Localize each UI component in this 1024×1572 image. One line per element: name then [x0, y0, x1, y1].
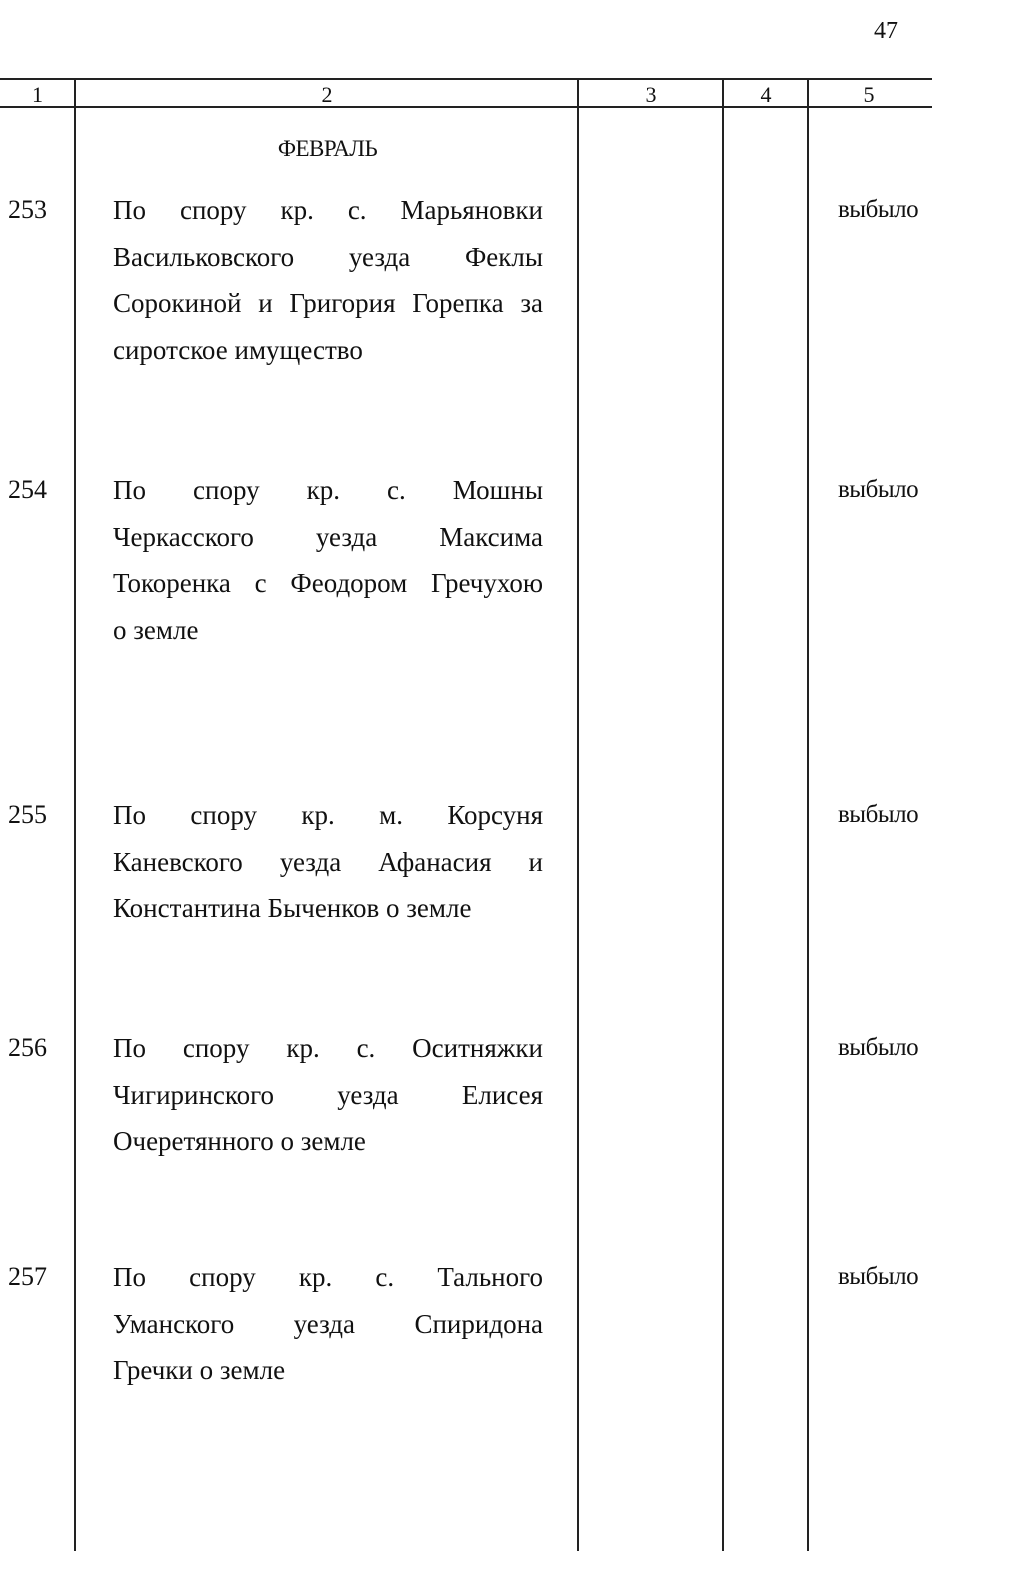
description-line: Уманского уезда Спиридона: [113, 1308, 543, 1339]
table-top-rule: [0, 78, 932, 80]
description-line: Чигиринского уезда Елисея: [113, 1079, 543, 1110]
column-divider: [577, 79, 579, 1551]
description-line: Очеретянного о земле: [113, 1126, 366, 1156]
description-line: Гречки о земле: [113, 1355, 286, 1385]
description-line: Каневского уезда Афанасия и: [113, 846, 543, 877]
description-line: Сорокиной и Григория Горепка за: [113, 288, 543, 318]
entry-number: 255: [8, 800, 47, 829]
page-number: 47: [874, 18, 898, 44]
description-line: Черкасского уезда Максима: [113, 521, 543, 552]
entry-status: выбыло: [838, 1263, 919, 1290]
description-line: По спору кр. с. Марьяновки: [113, 195, 543, 225]
entry-number: 257: [8, 1262, 47, 1291]
entry-status: выбыло: [838, 801, 919, 828]
description-line: сиротское имущество: [113, 334, 363, 365]
column-divider: [807, 79, 809, 1551]
description-line: Константина Быченков о земле: [113, 893, 472, 923]
entry-status: выбыло: [838, 476, 919, 503]
entry-description: [113, 1025, 543, 1165]
description-line: Васильковского уезда Феклы: [113, 241, 543, 272]
description-line: По спору кр. с. Мошны: [113, 475, 543, 505]
description-line: По спору кр. м. Корсуня: [113, 800, 543, 830]
column-header-1: 1: [32, 82, 43, 107]
column-header-3: 3: [645, 82, 657, 107]
entry-status: выбыло: [838, 196, 919, 223]
column-header-2: 2: [321, 82, 333, 107]
entry-description: [113, 467, 543, 653]
column-divider: [722, 79, 724, 1551]
entry-status: выбыло: [838, 1034, 919, 1061]
entry-number: 253: [8, 195, 47, 224]
entry-number: 256: [8, 1033, 47, 1062]
entry-description: [113, 792, 543, 932]
month-heading: ФЕВРАЛЬ: [277, 136, 378, 161]
entry-description: [113, 1254, 543, 1394]
description-line: Токоренка с Феодором Гречухою: [113, 568, 543, 598]
column-header-5: 5: [863, 82, 875, 107]
description-line: По спору кр. с. Оситняжки: [113, 1033, 543, 1063]
entry-number: 254: [8, 475, 47, 504]
description-line: По спору кр. с. Тального: [113, 1262, 543, 1292]
entry-description: [113, 187, 543, 373]
column-header-4: 4: [760, 82, 772, 107]
description-line: о земле: [113, 614, 199, 645]
column-divider: [74, 79, 76, 1551]
